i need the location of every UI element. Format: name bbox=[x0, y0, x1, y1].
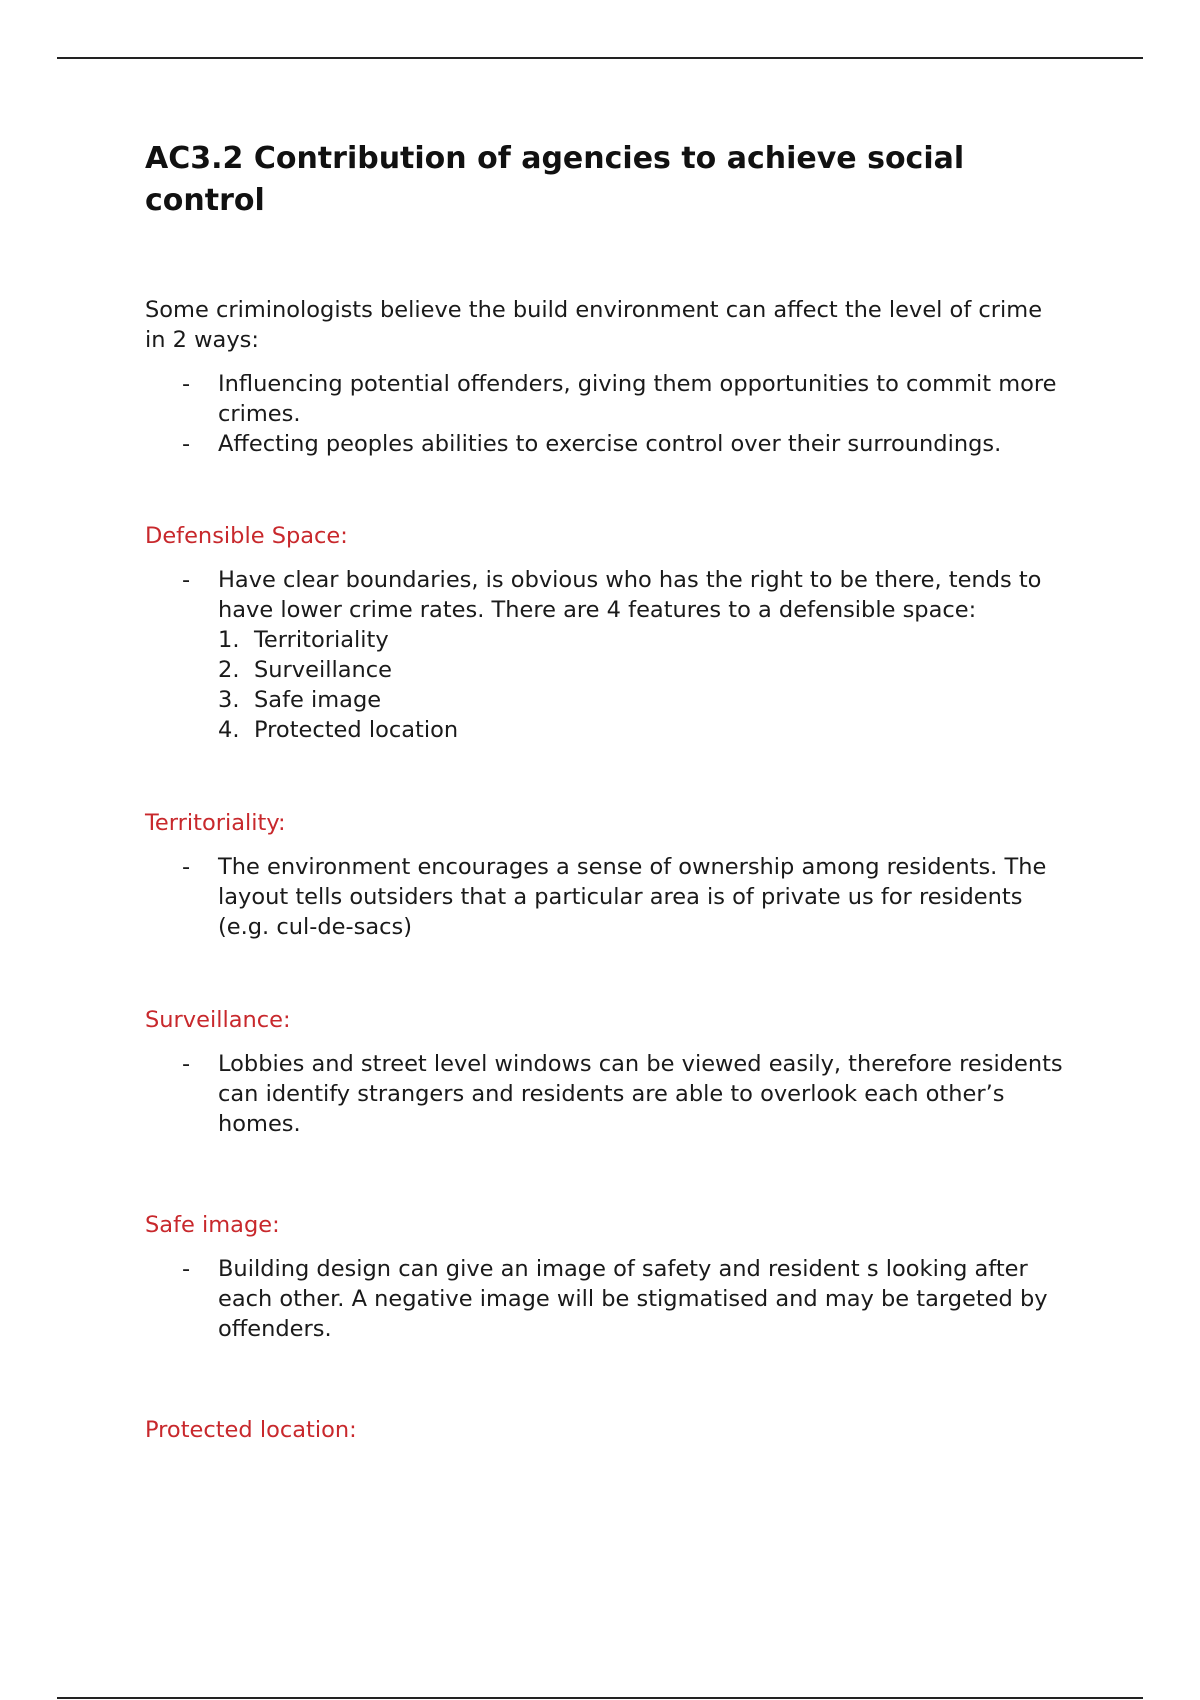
list-item bbox=[145, 369, 1065, 429]
list-item bbox=[145, 1049, 1065, 1139]
list-number: 3. bbox=[218, 687, 240, 713]
list-item bbox=[218, 685, 1065, 715]
bullet-text: The environment encourages a sense of ownership among residents. The layout tells outsiders that a particular area is of private us for residents (e.g. cul-de-sacs) bbox=[218, 854, 1047, 940]
defensible-space-list bbox=[145, 565, 1065, 745]
feature-label: Safe image bbox=[254, 687, 382, 713]
features-numbered-list bbox=[218, 625, 1065, 745]
bullet-text: Lobbies and street level windows can be viewed easily, therefore residents can identify strangers and residents are able to overlook each other’s homes. bbox=[218, 1051, 1063, 1137]
list-item bbox=[218, 625, 1065, 655]
surveillance-list bbox=[145, 1049, 1065, 1139]
territoriality-list bbox=[145, 852, 1065, 942]
section-heading-territoriality: Territoriality: bbox=[145, 810, 286, 836]
bullet-dash: - bbox=[182, 567, 191, 593]
section-heading-safe-image: Safe image: bbox=[145, 1212, 280, 1238]
section-heading-protected-location: Protected location: bbox=[145, 1417, 357, 1443]
bottom-rule bbox=[57, 1697, 1143, 1699]
bullet-text: Building design can give an image of safety and resident s looking after each other. A negative image will be stigmatised and may be targeted by offenders. bbox=[218, 1256, 1048, 1342]
intro-bullet-list bbox=[145, 369, 1065, 459]
feature-label: Surveillance bbox=[254, 657, 392, 683]
list-item bbox=[145, 1254, 1065, 1344]
bullet-text: Have clear boundaries, is obvious who has the right to be there, tends to have lower crime rates. There are 4 features to a defensible space: bbox=[218, 567, 1042, 623]
section-heading-surveillance: Surveillance: bbox=[145, 1007, 291, 1033]
safe-image-list bbox=[145, 1254, 1065, 1344]
list-item bbox=[145, 852, 1065, 942]
list-number: 2. bbox=[218, 657, 240, 683]
bullet-dash: - bbox=[182, 371, 191, 397]
section-heading-defensible-space: Defensible Space: bbox=[145, 523, 348, 549]
list-item bbox=[145, 565, 1065, 745]
feature-label: Territoriality bbox=[254, 627, 389, 653]
bullet-text: Affecting peoples abilities to exercise control over their surroundings. bbox=[218, 431, 1002, 457]
bullet-text: Influencing potential offenders, giving them opportunities to commit more crimes. bbox=[218, 371, 1057, 427]
list-item bbox=[145, 429, 1065, 459]
list-item bbox=[218, 715, 1065, 745]
bullet-dash: - bbox=[182, 431, 191, 457]
feature-label: Protected location bbox=[254, 717, 459, 743]
bullet-dash: - bbox=[182, 1256, 191, 1282]
list-number: 4. bbox=[218, 717, 240, 743]
bullet-dash: - bbox=[182, 1051, 191, 1077]
intro-paragraph: Some criminologists believe the build environment can affect the level of crime in 2 ways: bbox=[145, 297, 1043, 353]
list-item bbox=[218, 655, 1065, 685]
top-rule bbox=[57, 57, 1143, 59]
document-body bbox=[145, 138, 1065, 1445]
list-number: 1. bbox=[218, 627, 240, 653]
bullet-dash: - bbox=[182, 854, 191, 880]
page-title: AC3.2 Contribution of agencies to achieve social control bbox=[145, 141, 965, 218]
